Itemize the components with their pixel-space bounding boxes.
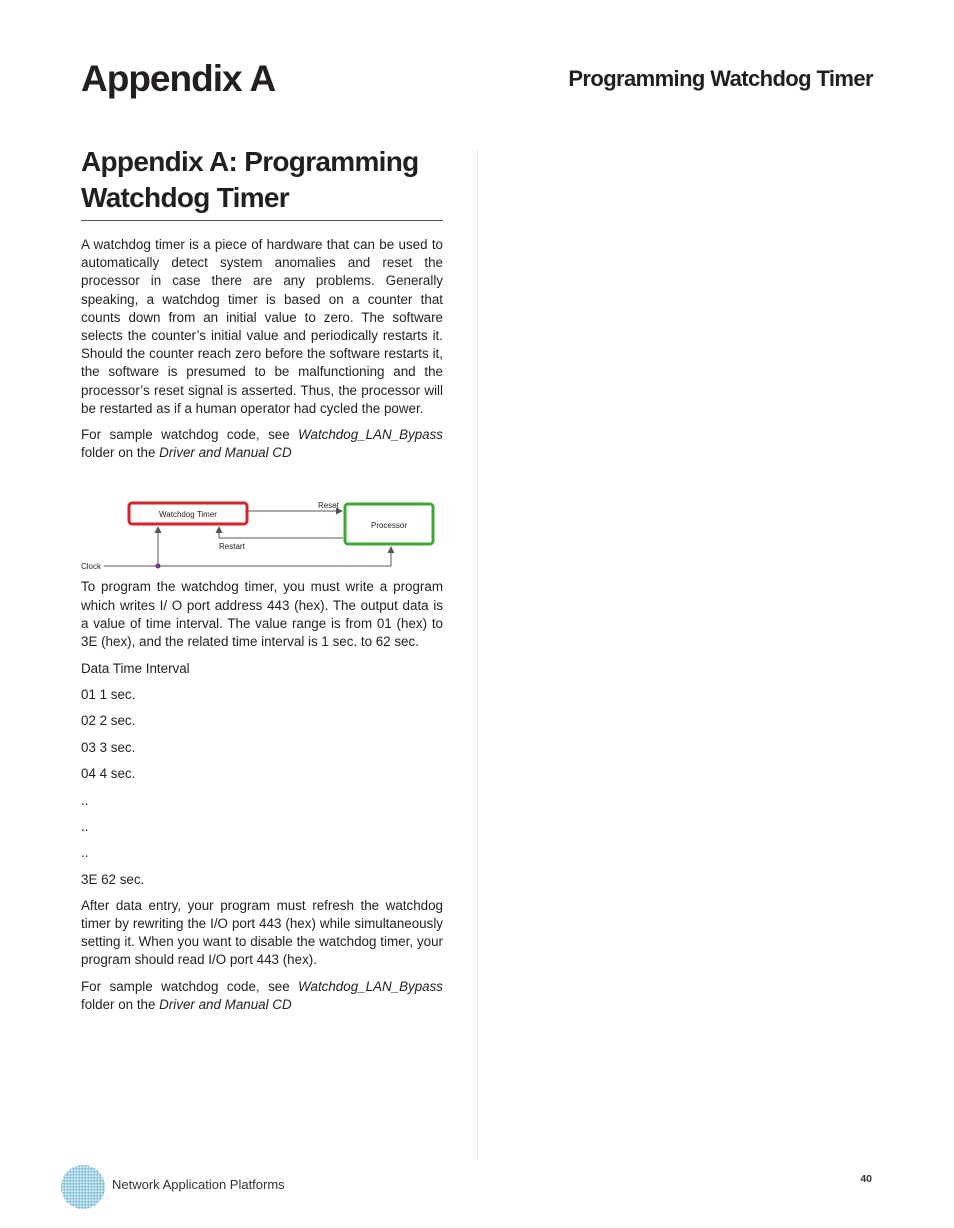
watchdog-diagram [81, 500, 443, 574]
restart-label: Restart [219, 542, 245, 552]
refresh-paragraph: After data entry, your program must refresh the watchdog timer by rewriting the I/O port 443 (hex) while simultaneously setting it. When you want to disable the watchdog timer, your program should read I/O port 443 (hex). [81, 897, 443, 968]
clock-label: Clock [81, 562, 102, 572]
list-item: Data Time Interval [81, 660, 190, 676]
program-paragraph: To program the watchdog timer, you must write a program which writes I/ O port address 443 (hex). The output data is a value of time interval. The value range is from 01 (hex) to 3E (hex), and the related time interval is 1 sec. to 62 sec. [81, 579, 443, 650]
watchdog-timer-label: Watchdog Timer [159, 510, 217, 520]
note-middle: folder on the [81, 996, 160, 1012]
list-item: 3E 62 sec. [81, 871, 145, 887]
reset-label: Reset [318, 501, 339, 511]
cd-name: Driver and Manual CD [159, 996, 292, 1012]
section-title: Appendix A: Programming Watchdog Timer [81, 144, 443, 221]
footer-company: Network Application Platforms [112, 1177, 285, 1192]
list-item: .. [81, 792, 89, 808]
running-header: Programming Watchdog Timer [568, 66, 873, 91]
clock-junction-dot [156, 564, 161, 569]
list-item: 01 1 sec. [81, 687, 136, 703]
list-item: .. [81, 845, 89, 861]
intro-paragraph: A watchdog timer is a piece of hardware that can be used to automatically detect system anomalies and reset the processor in case there are any problems. Generally speaking, a watchdog timer is based on a counter that counts down from an initial value to zero. The software selects the counter’s initial value and periodically restarts it. Should the counter reach zero before the software restarts it, the software is presumed to be malfunctioning and the processor’s reset signal is asserted. Thus, the processor will be restarted as if a human operator had cycled the power. [81, 237, 443, 416]
sample-code-note [81, 426, 443, 462]
list-item: .. [81, 818, 89, 834]
company-logo-icon [60, 1164, 106, 1210]
note-middle: folder on the [81, 445, 160, 461]
note-prefix: For sample watchdog code, see [81, 427, 299, 443]
cd-name: Driver and Manual CD [159, 445, 292, 461]
folder-name: Watchdog_LAN_Bypass [298, 978, 443, 994]
list-item: 02 2 sec. [81, 713, 136, 729]
list-item: 03 3 sec. [81, 739, 136, 755]
main-column [81, 144, 443, 1014]
column-divider [477, 150, 478, 1160]
list-item: 04 4 sec. [81, 766, 136, 782]
chapter-title: Appendix A [81, 58, 276, 99]
page-number: 40 [860, 1173, 872, 1185]
processor-label: Processor [370, 521, 408, 531]
folder-name: Watchdog_LAN_Bypass [298, 427, 443, 443]
note-prefix: For sample watchdog code, see [81, 978, 299, 994]
sample-code-note-2 [81, 978, 443, 1014]
interval-list [81, 660, 443, 889]
